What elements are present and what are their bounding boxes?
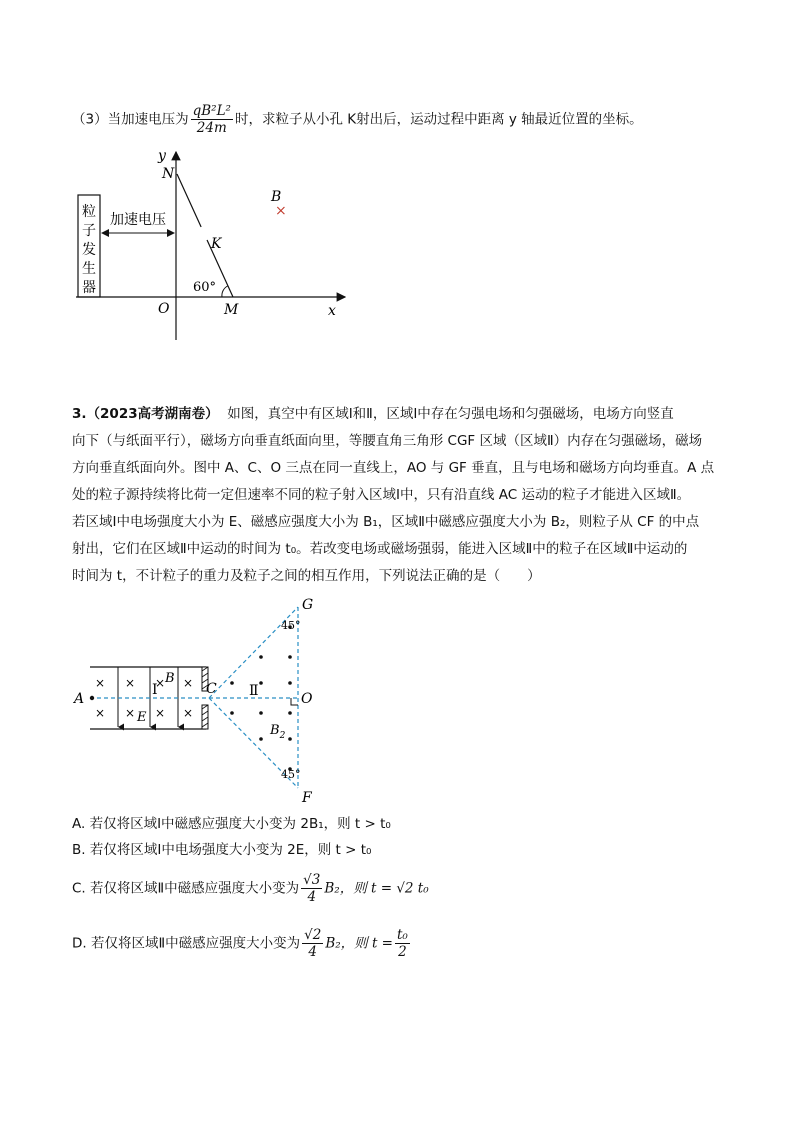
field-dot (259, 655, 263, 659)
fraction-numerator: t₀ (397, 927, 408, 943)
field-dot (230, 681, 234, 685)
part3-tail: 时，求粒子从小孔 K射出后，运动过程中距离 y 轴最近位置的坐标。 (234, 111, 643, 128)
angle-label: 60° (193, 280, 217, 295)
question-line: 如图，真空中有区域Ⅰ和Ⅱ，区域Ⅰ中存在匀强电场和匀强磁场，电场方向竖直 (227, 406, 674, 422)
option-c[interactable] (72, 872, 429, 905)
point-a-label: A (74, 691, 85, 707)
field-cross: × (182, 676, 194, 690)
figure-particle-generator (60, 140, 360, 350)
svg-text:粒子发生器: 粒子发生器 (82, 204, 96, 296)
field-b-label: B (271, 189, 282, 205)
fraction-numerator: qB²L² (192, 103, 231, 119)
field-dot (259, 681, 263, 685)
fraction-numerator: √3 (303, 872, 321, 888)
voltage-label: 加速电压 (110, 212, 166, 228)
right-angle-mark (291, 698, 298, 705)
field-cross: × (154, 706, 166, 720)
figure-field-regions (70, 595, 330, 805)
region-2-label: Ⅱ (249, 683, 259, 699)
field-dot (288, 711, 292, 715)
point-m-label: M (224, 302, 239, 318)
option-c-mid: B₂，则 (324, 880, 367, 897)
fraction-denominator: 24m (196, 120, 227, 136)
question-line: 向下（与纸面平行），磁场方向垂直纸面向里，等腰直角三角形 CGF 区域（区域Ⅱ）内存在匀强磁场，磁场 (72, 433, 703, 449)
field-b2-label: $B_2$ (270, 723, 286, 741)
field-cross: × (182, 706, 194, 720)
fraction-denominator: 4 (307, 889, 317, 905)
point-o-label: O (301, 691, 313, 707)
question-source: （2023高考湖南卷） (86, 406, 219, 422)
voltage-fraction (191, 103, 233, 136)
fraction-denominator: 2 (398, 944, 407, 960)
field-cross: × (124, 706, 136, 720)
field-into-page-mark: × (275, 203, 287, 219)
origin-label: O (158, 301, 170, 317)
field-dot (259, 737, 263, 741)
question-3 (72, 401, 732, 590)
fraction-denominator: 4 (308, 944, 318, 960)
option-d-lead: D. 若仅将区域Ⅱ中磁感应强度大小变为 (72, 935, 301, 952)
field-dot (288, 681, 292, 685)
angle-arc (222, 286, 228, 297)
field-dot (288, 737, 292, 741)
part3-lead: （3）当加速电压为 (72, 111, 189, 128)
angle-top-label: 45° (281, 619, 301, 632)
point-k-label: K (211, 236, 222, 252)
question-line: 若区域Ⅰ中电场强度大小为 E、磁感应强度大小为 B₁，区域Ⅱ中磁感应强度大小为 B₂，则粒子从 CF 的中点 (72, 514, 700, 530)
field-b1-label: B (165, 671, 175, 686)
question-part-3 (72, 103, 643, 136)
question-line: 处的粒子源持续将比荷一定但速率不同的粒子射入区域Ⅰ中，只有沿直线 AC 运动的粒子才能进入区域Ⅱ。 (72, 487, 691, 503)
x-axis-label: x (328, 303, 336, 319)
question-line: 方向垂直纸面向外。图中 A、C、O 三点在同一直线上，AO 与 GF 垂直，且与电场和磁场方向均垂直。A 点 (72, 460, 715, 476)
option-a[interactable]: A. 若仅将区域Ⅰ中磁感应强度大小变为 2B₁，则 t > t₀ (72, 816, 391, 832)
field-cross: × (124, 676, 136, 690)
y-axis-label: y (158, 148, 166, 164)
option-c-fraction (301, 872, 322, 905)
point-f-label: F (302, 790, 312, 805)
point-c-label: C (206, 681, 217, 697)
option-c-tail: t = √2 t₀ (371, 880, 429, 897)
field-dot (288, 655, 292, 659)
angle-bottom-label: 45° (281, 768, 301, 781)
generator-label (82, 203, 96, 296)
option-c-lead: C. 若仅将区域Ⅱ中磁感应强度大小变为 (72, 880, 300, 897)
field-dot (259, 711, 263, 715)
option-d-fraction (302, 927, 323, 960)
option-d-tail-lead: t = (371, 935, 393, 952)
field-cross: × (154, 676, 166, 690)
field-cross: × (94, 706, 106, 720)
field-e-label: E (137, 710, 147, 725)
field-dot (230, 711, 234, 715)
hole-k (201, 227, 207, 240)
point-g-label: G (302, 597, 314, 613)
fraction-numerator: √2 (304, 927, 322, 943)
option-d-time-fraction (395, 927, 410, 960)
point-n-label: N (162, 166, 175, 182)
option-b[interactable]: B. 若仅将区域Ⅰ中电场强度大小变为 2E，则 t > t₀ (72, 842, 372, 858)
question-line: 射出，它们在区域Ⅱ中运动的时间为 t₀。若改变电场或磁场强弱，能进入区域Ⅱ中的粒子在区域Ⅱ中运动的 (72, 541, 688, 557)
triangle-cgf (90, 607, 298, 788)
region-1-label: Ⅰ (152, 682, 158, 698)
question-line: 时间为 t，不计粒子的重力及粒子之间的相互作用，下列说法正确的是（ ） (72, 568, 541, 584)
option-d-mid: B₂，则 (325, 935, 368, 952)
question-number: 3. (72, 406, 87, 422)
option-d[interactable] (72, 927, 412, 960)
field-cross: × (94, 676, 106, 690)
source-point-a (90, 696, 94, 700)
